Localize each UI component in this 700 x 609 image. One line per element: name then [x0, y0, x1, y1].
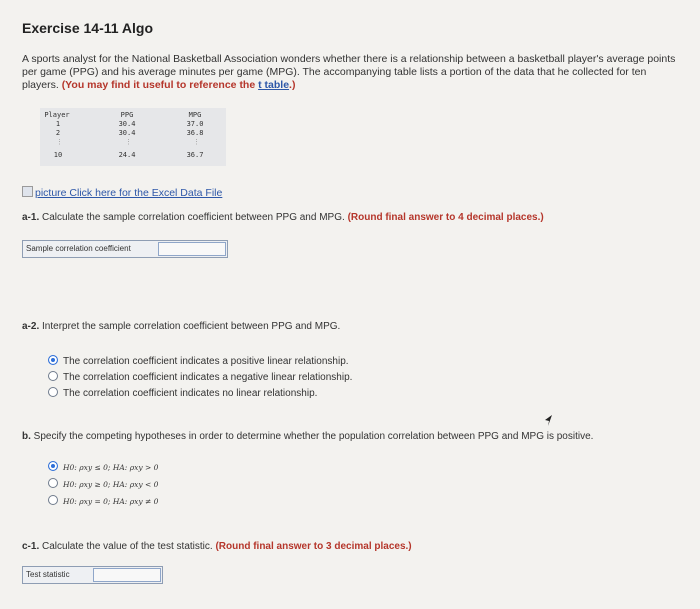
test-statistic-label: Test statistic	[26, 570, 70, 579]
table-header-player: Player	[44, 111, 70, 119]
correlation-input-label: Sample correlation coefficient	[26, 244, 131, 253]
excel-data-link[interactable]: picture Click here for the Excel Data File	[22, 186, 222, 199]
question-a2: a-2. Interpret the sample correlation coefficient between PPG and MPG.	[22, 321, 341, 332]
table-ellipsis: ⋮	[125, 138, 132, 146]
correlation-answer-row	[22, 240, 228, 258]
table-cell: 10	[53, 151, 63, 159]
hypothesis-options	[48, 460, 158, 511]
table-ellipsis: ⋮	[193, 138, 200, 146]
problem-intro	[22, 53, 682, 92]
mouse-pointer-icon	[543, 414, 555, 428]
radio-icon[interactable]	[48, 478, 58, 488]
hypothesis-option[interactable]: H0: ρxy ≤ 0; HA: ρxy > 0	[48, 460, 158, 477]
intro-text: A sports analyst for the National Basketball Association wonders whether there is a relationship between a basketball player's average points per game (PPG) and his average minutes per game (MPG). The accompanying table lists a portion of the data that he collected for ten players.	[22, 53, 676, 91]
question-a1: a-1. Calculate the sample correlation coefficient between PPG and MPG. (Round final answer to 4 decimal places.)	[22, 212, 544, 223]
interpretation-option[interactable]: The correlation coefficient indicates no linear relationship.	[48, 386, 352, 402]
radio-selected-icon[interactable]	[48, 461, 58, 471]
table-cell: 30.4	[118, 129, 136, 137]
data-table	[40, 108, 226, 166]
table-cell: 36.7	[186, 151, 204, 159]
question-b: b. Specify the competing hypotheses in order to determine whether the population correlation between PPG and MPG is positive.	[22, 431, 594, 442]
table-ellipsis: ⋮	[56, 138, 63, 146]
table-cell: 1	[55, 120, 61, 128]
intro-hint: (You may find it useful to reference the t table.)	[61, 79, 296, 91]
page-title: Exercise 14-11 Algo	[22, 20, 154, 36]
interpretation-options	[48, 354, 352, 402]
table-cell: 30.4	[118, 120, 136, 128]
test-statistic-answer-row	[22, 566, 163, 584]
broken-image-icon	[22, 186, 33, 197]
table-cell: 24.4	[118, 151, 136, 159]
radio-selected-icon[interactable]	[48, 355, 58, 365]
table-header-ppg: PPG	[120, 111, 134, 119]
hypothesis-option[interactable]: H0: ρxy = 0; HA: ρxy ≠ 0	[48, 494, 158, 511]
table-cell: 36.8	[186, 129, 204, 137]
radio-icon[interactable]	[48, 387, 58, 397]
test-statistic-input[interactable]	[93, 568, 161, 582]
hypothesis-option[interactable]: H0: ρxy ≥ 0; HA: ρxy < 0	[48, 477, 158, 494]
t-table-link[interactable]: t table	[258, 79, 290, 91]
radio-icon[interactable]	[48, 371, 58, 381]
table-header-mpg: MPG	[188, 111, 202, 119]
interpretation-option[interactable]: The correlation coefficient indicates a negative linear relationship.	[48, 370, 352, 386]
radio-icon[interactable]	[48, 495, 58, 505]
correlation-input[interactable]	[158, 242, 226, 256]
interpretation-option[interactable]: The correlation coefficient indicates a positive linear relationship.	[48, 354, 352, 370]
question-c1: c-1. Calculate the value of the test statistic. (Round final answer to 3 decimal places.)	[22, 541, 412, 552]
table-cell: 37.0	[186, 120, 204, 128]
table-cell: 2	[55, 129, 61, 137]
